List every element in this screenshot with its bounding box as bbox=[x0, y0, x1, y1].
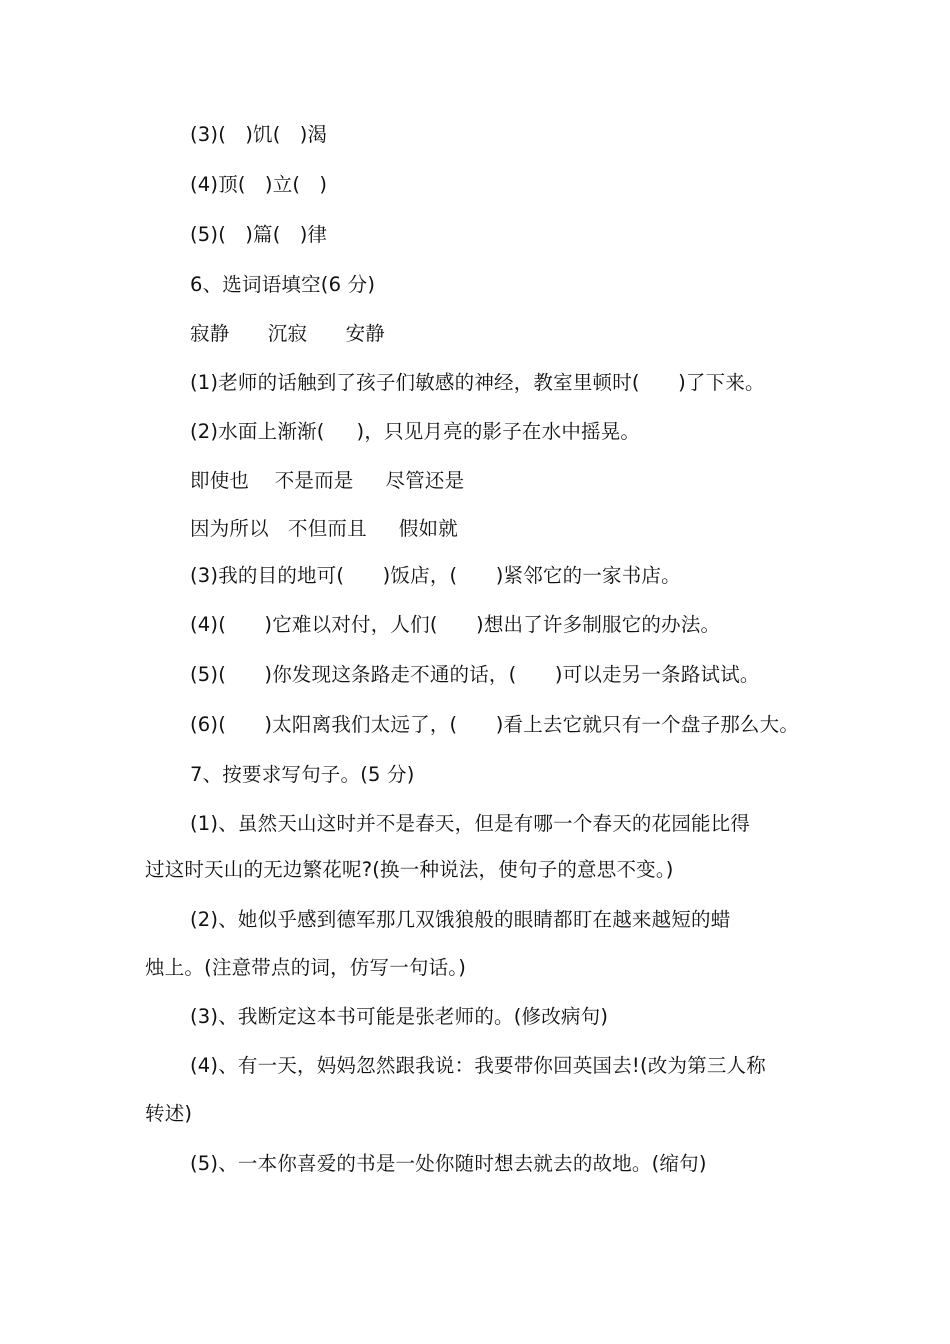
question-item-continuation: 转述) bbox=[145, 1102, 193, 1125]
word-choices: 寂静 沉寂 安静 bbox=[190, 322, 385, 345]
question-item: (4)( )它难以对付，人们( )想出了许多制服它的办法。 bbox=[190, 613, 721, 636]
section-heading: 6、选词语填空(6 分) bbox=[190, 273, 376, 296]
question-item: (2)水面上渐渐( )，只见月亮的影子在水中摇晃。 bbox=[190, 420, 641, 443]
text-line: (4)顶( )立( ) bbox=[190, 173, 328, 196]
question-item-continuation: 过这时天山的无边繁花呢?(换一种说法，使句子的意思不变。) bbox=[145, 858, 674, 881]
section-heading: 7、按要求写句子。(5 分) bbox=[190, 763, 415, 786]
question-item: (2)、她似乎感到德军那几双饿狼般的眼睛都盯在越来越短的蜡 bbox=[190, 908, 731, 931]
text-line: (5)( )篇( )律 bbox=[190, 223, 328, 246]
question-item-continuation: 烛上。(注意带点的词，仿写一句话。) bbox=[145, 956, 467, 979]
question-item: (1)老师的话触到了孩子们敏感的神经，教室里顿时( )了下来。 bbox=[190, 371, 765, 394]
question-item: (5)( )你发现这条路走不通的话，( )可以走另一条路试试。 bbox=[190, 663, 760, 686]
question-item: (3)我的目的地可( )饭店，( )紧邻它的一家书店。 bbox=[190, 564, 681, 587]
question-item: (5)、一本你喜爱的书是一处你随时想去就去的故地。(缩句) bbox=[190, 1152, 707, 1175]
question-item: (1)、虽然天山这时并不是春天，但是有哪一个春天的花园能比得 bbox=[190, 812, 751, 835]
question-item: (3)、我断定这本书可能是张老师的。(修改病句) bbox=[190, 1005, 609, 1028]
question-item: (6)( )太阳离我们太远了，( )看上去它就只有一个盘子那么大。 bbox=[190, 713, 800, 736]
word-choices: 即使也 不是而是 尽管还是 bbox=[190, 469, 465, 492]
question-item: (4)、有一天，妈妈忽然跟我说：我要带你回英国去!(改为第三人称 bbox=[190, 1054, 766, 1077]
text-line: (3)( )饥( )渴 bbox=[190, 123, 328, 146]
word-choices: 因为所以 不但而且 假如就 bbox=[190, 517, 458, 540]
